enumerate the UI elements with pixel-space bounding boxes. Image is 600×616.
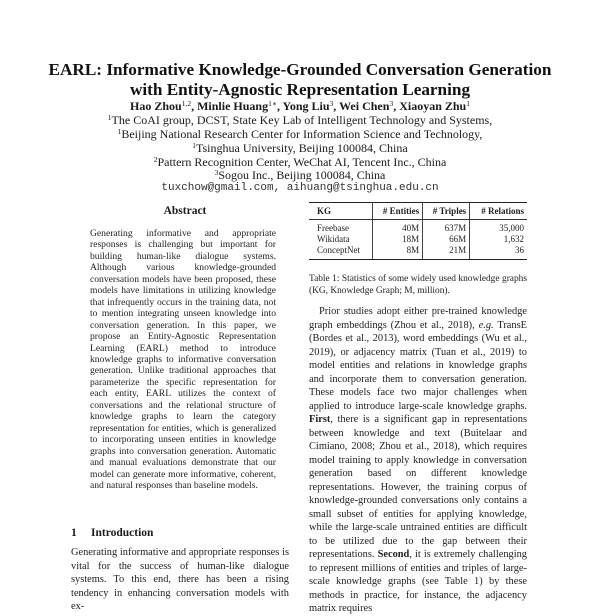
section-number: 1: [71, 527, 77, 539]
author-name: Xiaoyan Zhu: [399, 99, 467, 113]
paper-title: EARL: Informative Knowledge-Grounded Conversation Generation with Entity-Agnostic Representation Learning: [48, 60, 552, 99]
affiliation-line: $^1$Beijing National Research Center for Information Science and Technology,: [117, 127, 483, 141]
abstract-heading: Abstract: [163, 205, 207, 217]
table-header-cell: # Entities: [372, 203, 422, 220]
section-title: Introduction: [91, 527, 154, 539]
table-header-cell: # Relations: [470, 203, 527, 220]
table-cell: 18M: [372, 234, 422, 245]
table-header-cell: KG: [309, 203, 372, 220]
author-affil-marker: 3: [329, 99, 334, 108]
author-name: Hao Zhou: [130, 99, 182, 113]
table-row: [309, 234, 527, 245]
kg-statistics-table: [309, 202, 527, 260]
table-cell: 36: [470, 245, 527, 259]
author-affil-marker: 1: [466, 99, 470, 108]
table-cell: 1,632: [503, 234, 524, 245]
table-cell: Wikidata: [309, 234, 372, 245]
affiliation-line: $^1$Tsinghua University, Beijing 100084, China: [192, 141, 408, 155]
table-cell: ConceptNet: [309, 245, 372, 259]
body-paragraph: Prior studies adopt either pre-trained knowledge graph embeddings (Zhou et al., 2018), e.g. TransE (Bordes et al., 2013), word embeddings (Wu et al., 2019), or adjacency matrix (Tuan et al., 2019) to model entities and relations in knowledge graphs and incorporate them to conversation generation. These models face two major challenges when applied to introduce large-scale knowledge graphs. First, there is a significant gap in representations between knowledge and text (Buitelaar and Cimiano, 2008; Zhou et al., 2018), which requires model training to apply knowledge in conversation generation based on different knowledge representations. However, the training corpus of knowledge-grounded conversations only contains a small subset of entities for applying knowledge, while the large-scale untrained entities are difficult to be utilized due to the gap between their representations. Second, it is extremely challenging to represent millions of entities and triples of large-scale knowledge graphs (see Table 1) by these methods in practice, for instance, the adjacency matrix requires: [309, 306, 527, 614]
table-header-row: [309, 203, 527, 220]
affiliation-line: $^2$Pattern Recognition Center, WeChat AI, Tencent Inc., China: [153, 155, 447, 169]
author-emails: tuxchow@gmail.com, aihuang@tsinghua.edu.cn: [161, 182, 439, 194]
table-cell: 637M: [423, 220, 470, 235]
author-name: Yong Liu: [282, 99, 330, 113]
table-cell: 35,000: [499, 223, 524, 233]
abstract-text: Generating informative and appropriate responses is challenging but important for building human-like dialogue systems. Although various knowledge-grounded conversation models have been proposed, these models have limitations in utilizing knowledge that infrequently occurs in the training data, not to mention integrating unseen knowledge into conversation generation. In this paper, we propose an Entity-Agnostic Representation Learning (EARL) method to introduce knowledge graphs to informative conversation generation. Unlike traditional approaches that parameterize the specific representation for each entity, EARL utilizes the context of conversations and the relational structure of knowledge graphs to learn the category representation for entities, which is generalized to incorporating unseen entities in knowledge graphs into conversation generation. Automatic and manual evaluations demonstrate that our model can generate more informative, coherent, and natural responses than baseline models.: [90, 228, 276, 491]
table-header-cell: # Triples: [423, 203, 470, 220]
table-cell: 40M: [372, 220, 422, 235]
author-affil-marker: 1,2: [181, 99, 192, 108]
table-row: [309, 220, 527, 235]
table-caption: Table 1: Statistics of some widely used knowledge graphs (KG, Knowledge Graph; M, million).: [309, 274, 527, 296]
table-cell: 66M: [423, 234, 470, 245]
author-affil-marker: 3: [389, 99, 394, 108]
table-cell: Freebase: [309, 220, 372, 235]
section-heading-introduction: [71, 527, 153, 539]
table-cell: 8M: [372, 245, 422, 259]
author-name: Wei Chen: [339, 99, 390, 113]
introduction-text: Generating informative and appropriate responses is vital for the success of human-like dialogue systems. To this end, there has been a rising tendency in enhancing conversation models with ex-: [71, 547, 289, 612]
table-cell: 21M: [423, 245, 470, 259]
affiliation-line: $^3$Sogou Inc., Beijing 100084, China: [214, 168, 386, 182]
table-row: [309, 245, 527, 259]
affiliation-line: $^1$The CoAI group, DCST, State Key Lab of Intelligent Technology and Systems,: [107, 113, 493, 127]
author-list: Hao Zhou$^{1,2}$, Minlie Huang$^{1∗}$, Yong Liu$^3$, Wei Chen$^3$, Xiaoyan Zhu$^1$: [130, 99, 470, 113]
author-name: Minlie Huang: [197, 99, 269, 113]
author-affil-marker: 1∗: [268, 99, 277, 108]
